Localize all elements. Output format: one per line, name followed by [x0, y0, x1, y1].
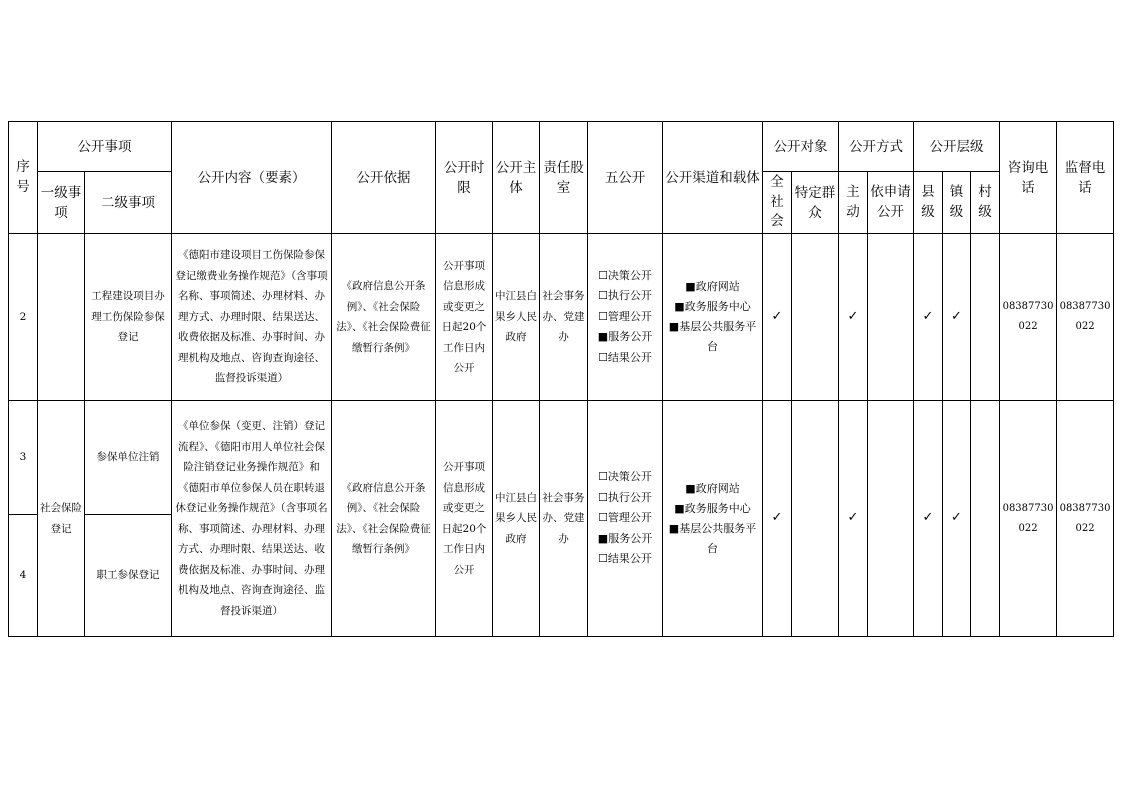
header-level-village: 村级	[971, 172, 1000, 234]
five-item: ☐结果公开	[598, 552, 652, 566]
five-item: ☐结果公开	[598, 350, 652, 364]
channel-item: ■政务服务中心	[674, 300, 751, 313]
header-level-town: 镇级	[943, 172, 971, 234]
header-subject: 公开主体	[493, 122, 540, 234]
row-level-village	[971, 401, 1000, 637]
row-supervise-phone: 08387730022	[1057, 234, 1114, 401]
channel-item: ■政府网站	[685, 280, 740, 293]
row-office: 社会事务办、党建办	[540, 234, 588, 401]
row-content: 《德阳市建设项目工伤保险参保登记缴费业务操作规范》（含事项名称、事项简述、办理材料、办理方式、办理时限、结果送达、收费依据及标准、办事时间、办理机构及地点、咨询查询途径、监督投诉渠道）	[172, 234, 332, 401]
row-seq: 2	[9, 234, 38, 401]
header-items: 公开事项	[38, 122, 172, 172]
header-consult: 咨询电话	[1000, 122, 1057, 234]
five-item: ■服务公开	[597, 330, 653, 344]
row-level-county: ✓	[914, 401, 943, 637]
row-consult-phone: 08387730022	[1000, 234, 1057, 401]
header-office: 责任股室	[540, 122, 588, 234]
row-basis: 《政府信息公开条例》、《社会保险法》、《社会保险费征缴暂行条例》	[332, 401, 436, 637]
header-supervise: 监督电话	[1057, 122, 1114, 234]
five-item: ☐决策公开	[598, 470, 652, 484]
channel-item: ■基层公共服务平台	[668, 320, 757, 353]
row-level1: 社会保险登记	[38, 401, 85, 637]
disclosure-table	[8, 121, 1114, 637]
row-supervise-phone: 08387730022	[1057, 401, 1114, 637]
header-channel: 公开渠道和载体	[663, 122, 763, 234]
row-target-specific	[792, 234, 839, 401]
header-time-limit: 公开时限	[436, 122, 493, 234]
header-level2: 二级事项	[85, 172, 172, 234]
row-method-apply	[868, 401, 914, 637]
five-item: ■服务公开	[597, 531, 653, 545]
header-method-apply: 依申请公开	[868, 172, 914, 234]
header-target-all: 全社会	[763, 172, 792, 234]
row-office: 社会事务办、党建办	[540, 401, 588, 637]
five-item: ☐管理公开	[598, 309, 652, 323]
row-target-specific	[792, 401, 839, 637]
header-seq: 序号	[9, 122, 38, 234]
header-basis: 公开依据	[332, 122, 436, 234]
header-row-1	[9, 122, 1114, 172]
row-basis: 《政府信息公开条例》、《社会保险法》、《社会保险费征缴暂行条例》	[332, 234, 436, 401]
table-row	[9, 234, 1114, 401]
row-level2: 参保单位注销	[85, 401, 172, 515]
row-target-all: ✓	[763, 401, 792, 637]
row-five	[588, 234, 663, 401]
row-level-town: ✓	[943, 234, 971, 401]
header-method-active: 主动	[839, 172, 868, 234]
row-target-all: ✓	[763, 234, 792, 401]
row-subject: 中江县白果乡人民政府	[493, 401, 540, 637]
row-subject: 中江县白果乡人民政府	[493, 234, 540, 401]
channel-item: ■政府网站	[685, 481, 740, 495]
row-time-limit: 公开事项信息形成或变更之日起20个工作日内公开	[436, 401, 493, 637]
table-row	[9, 401, 1114, 515]
five-item: ☐决策公开	[598, 268, 652, 282]
header-content: 公开内容（要素）	[172, 122, 332, 234]
channel-item: ■基层公共服务平台	[668, 521, 757, 555]
row-five	[588, 401, 663, 637]
row-method-active: ✓	[839, 234, 868, 401]
five-item: ☐管理公开	[598, 511, 652, 525]
row-level2: 工程建设项目办理工伤保险参保登记	[85, 234, 172, 401]
header-target-specific: 特定群众	[792, 172, 839, 234]
channel-item: ■政务服务中心	[674, 501, 751, 515]
row-seq: 4	[9, 515, 38, 637]
row-level2: 职工参保登记	[85, 515, 172, 637]
header-level: 公开层级	[914, 122, 1000, 172]
row-level-town: ✓	[943, 401, 971, 637]
row-time-limit: 公开事项信息形成或变更之日起20个工作日内公开	[436, 234, 493, 401]
row-seq: 3	[9, 401, 38, 515]
row-level-county: ✓	[914, 234, 943, 401]
header-method: 公开方式	[839, 122, 914, 172]
header-five: 五公开	[588, 122, 663, 234]
row-method-active: ✓	[839, 401, 868, 637]
header-level-county: 县级	[914, 172, 943, 234]
row-level1	[38, 234, 85, 401]
row-channel	[663, 401, 763, 637]
header-target: 公开对象	[763, 122, 839, 172]
five-item: ☐执行公开	[598, 490, 652, 504]
row-method-apply	[868, 234, 914, 401]
row-level-village	[971, 234, 1000, 401]
five-item: ☐执行公开	[598, 289, 652, 303]
row-content: 《单位参保（变更、注销）登记流程》、《德阳市用人单位社会保险注销登记业务操作规范》和《德阳市单位参保人员在职转退休登记业务操作规范》（含事项名称、事项简述、办理材料、办理方式、办理时限、结果送达、收费依据及标准、办事时间、办理机构及地点、咨询查询途径、监督投诉渠道）	[172, 401, 332, 637]
row-consult-phone: 08387730022	[1000, 401, 1057, 637]
row-channel	[663, 234, 763, 401]
header-level1: 一级事项	[38, 172, 85, 234]
